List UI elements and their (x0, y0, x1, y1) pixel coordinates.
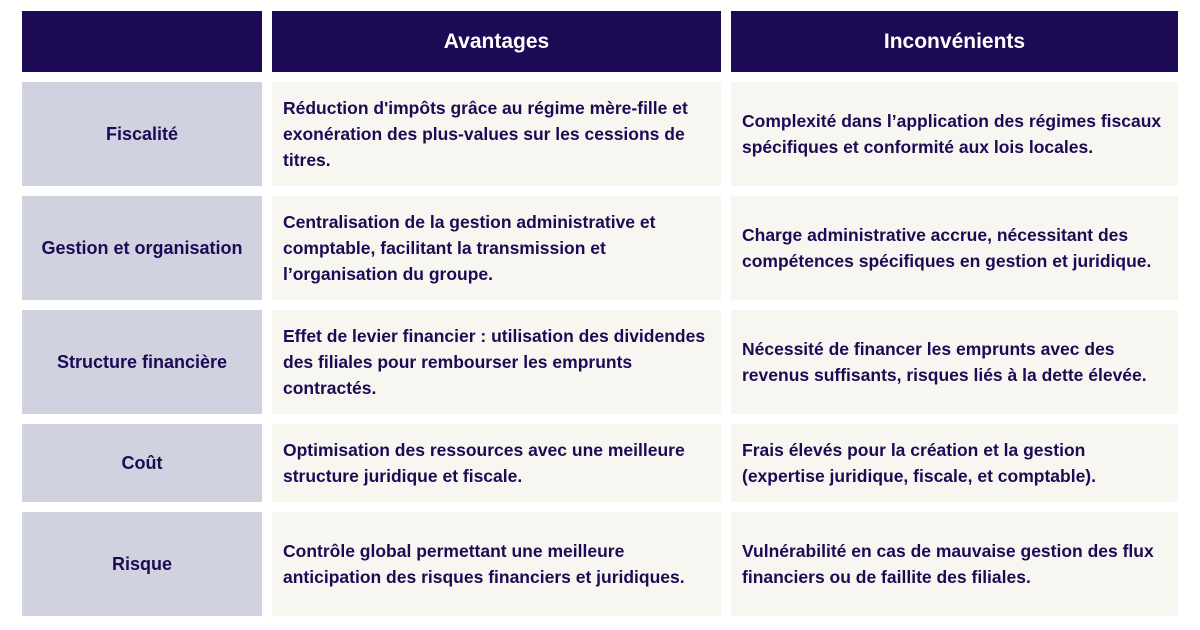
advantage-cell-fiscalite: Réduction d'impôts grâce au régime mère-fille et exonération des plus-values sur les cessions de titres. (272, 82, 721, 186)
disadvantage-cell-gestion: Charge administrative accrue, nécessitant des compétences spécifiques en gestion et juridique. (731, 196, 1178, 300)
row-label-risque: Risque (22, 512, 262, 616)
row-label-structure: Structure financière (22, 310, 262, 414)
header-advantages: Avantages (272, 11, 721, 72)
row-label-cout: Coût (22, 424, 262, 502)
row-label-gestion: Gestion et organisation (22, 196, 262, 300)
comparison-table (22, 11, 1178, 616)
disadvantage-cell-structure: Nécessité de financer les emprunts avec des revenus suffisants, risques liés à la dette élevée. (731, 310, 1178, 414)
header-corner-cell (22, 11, 262, 72)
header-disadvantages: Inconvénients (731, 11, 1178, 72)
row-label-fiscalite: Fiscalité (22, 82, 262, 186)
advantage-cell-risque: Contrôle global permettant une meilleure anticipation des risques financiers et juridiques. (272, 512, 721, 616)
disadvantage-cell-fiscalite: Complexité dans l’application des régimes fiscaux spécifiques et conformité aux lois locales. (731, 82, 1178, 186)
advantage-cell-structure: Effet de levier financier : utilisation des dividendes des filiales pour rembourser les emprunts contractés. (272, 310, 721, 414)
advantage-cell-gestion: Centralisation de la gestion administrative et comptable, facilitant la transmission et l’organisation du groupe. (272, 196, 721, 300)
disadvantage-cell-cout: Frais élevés pour la création et la gestion (expertise juridique, fiscale, et comptable). (731, 424, 1178, 502)
disadvantage-cell-risque: Vulnérabilité en cas de mauvaise gestion des flux financiers ou de faillite des filiales. (731, 512, 1178, 616)
advantage-cell-cout: Optimisation des ressources avec une meilleure structure juridique et fiscale. (272, 424, 721, 502)
